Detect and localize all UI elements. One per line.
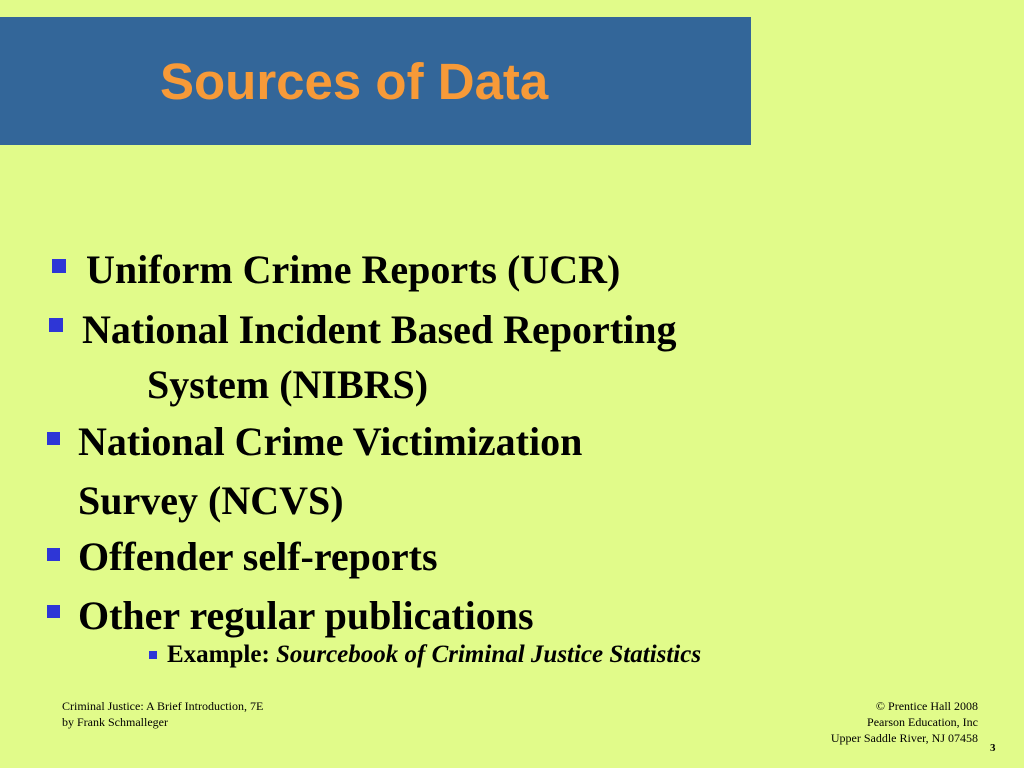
- bullet-square-icon: [47, 548, 60, 561]
- sub-bullet-label: Example:: [167, 641, 270, 668]
- bullet-item-ncvs-line1: National Crime Victimization: [78, 419, 583, 464]
- bullet-item-nibrs-line1: National Incident Based Reporting: [82, 307, 677, 352]
- bullet-item-ncvs-line2: Survey (NCVS): [78, 478, 344, 523]
- footer-copyright: © Prentice Hall 2008: [875, 699, 978, 713]
- footer-address: Upper Saddle River, NJ 07458: [830, 731, 978, 745]
- sub-bullet-square-icon: [149, 651, 157, 659]
- footer-left: [62, 698, 263, 730]
- bullet-square-icon: [47, 432, 60, 445]
- footer-publisher: Pearson Education, Inc: [867, 715, 978, 729]
- footer-right: [831, 698, 978, 746]
- slide-title: Sources of Data: [160, 53, 549, 110]
- bullet-square-icon: [47, 605, 60, 618]
- sub-bullet-publication-title: Sourcebook of Criminal Justice Statistics: [276, 641, 702, 668]
- bullet-square-icon: [49, 318, 63, 332]
- bullet-item-ucr: Uniform Crime Reports (UCR): [86, 247, 621, 292]
- bullet-item-offender-self-reports: Offender self-reports: [78, 534, 438, 579]
- footer-author: by Frank Schmalleger: [62, 715, 168, 729]
- bullet-item-other-publications: Other regular publications: [78, 593, 534, 638]
- sub-bullet-example: [167, 639, 701, 671]
- bullet-item-nibrs-line2: System (NIBRS): [147, 362, 429, 407]
- bullet-square-icon: [52, 259, 66, 273]
- page-number: 3: [990, 742, 996, 754]
- footer-book-title: Criminal Justice: A Brief Introduction, 7E: [62, 699, 264, 713]
